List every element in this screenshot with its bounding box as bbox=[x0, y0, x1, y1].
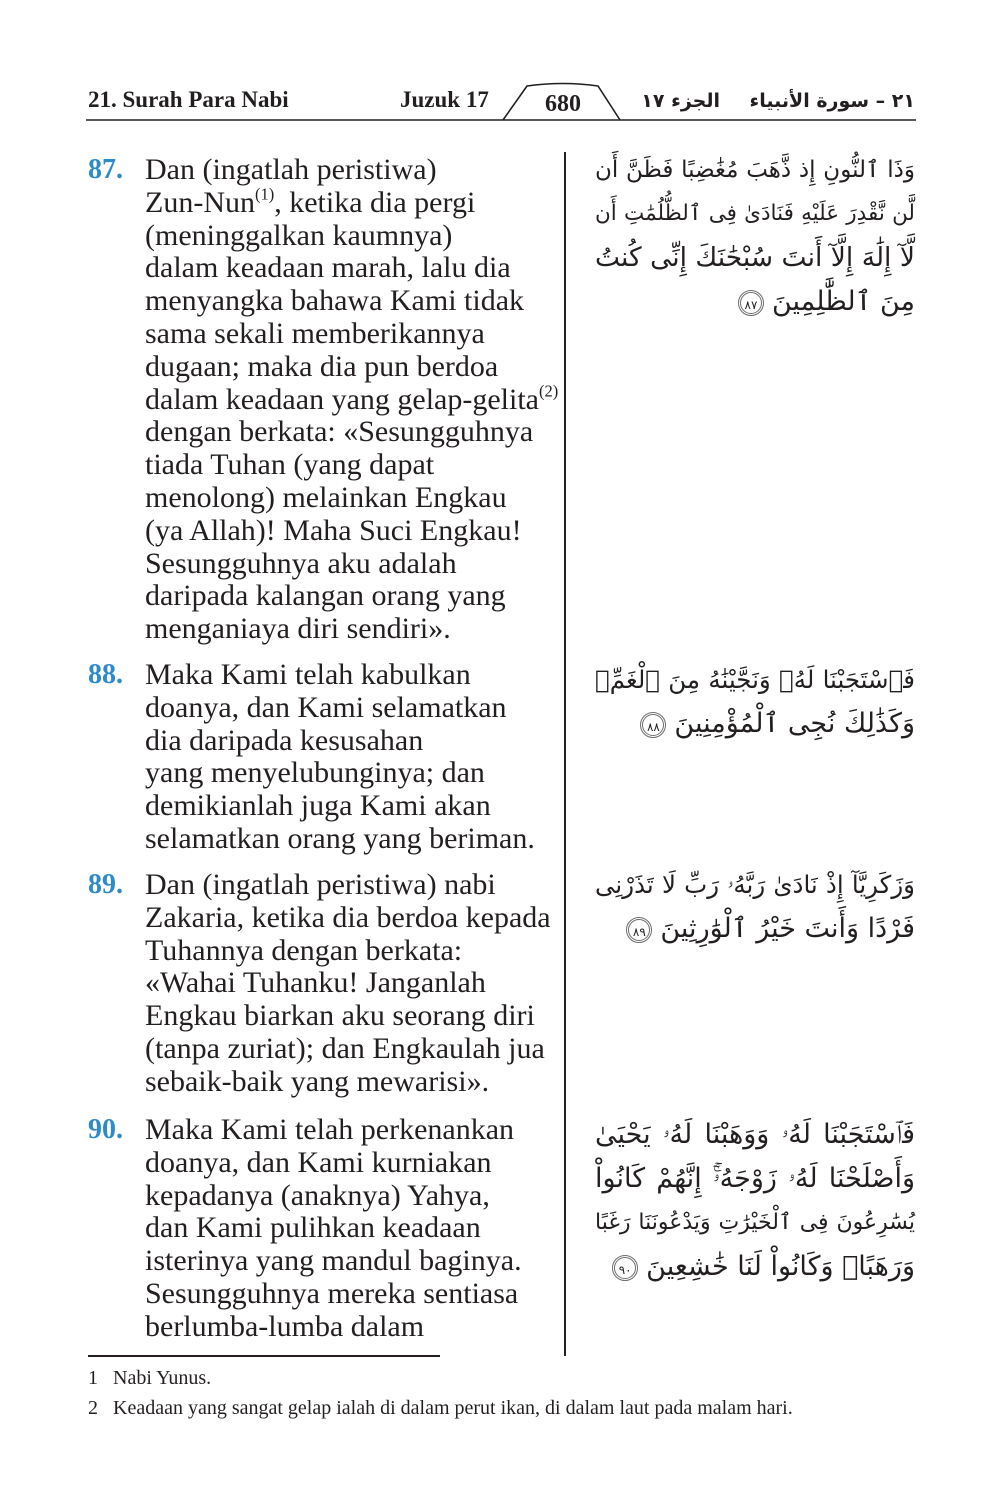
ayah-end-marker-icon: ٩٠ bbox=[612, 1255, 638, 1281]
footnote-rule bbox=[88, 1355, 440, 1357]
arabic-line-content bbox=[595, 1119, 915, 1150]
translation-line: daripada kalangan orang yang bbox=[145, 579, 506, 613]
translation-segment: dalam keadaan yang gelap-gelita bbox=[145, 382, 539, 416]
running-title: 21. Surah Para Nabi bbox=[88, 87, 289, 112]
arabic-line-content bbox=[595, 1210, 915, 1235]
arabic-line-content bbox=[595, 1163, 915, 1194]
arabic-line bbox=[595, 863, 915, 907]
translation-segment: Zun-Nun bbox=[145, 185, 255, 219]
arabic-line-content bbox=[595, 870, 915, 899]
arabic-juz-label: الجزء ١٧ bbox=[641, 90, 720, 112]
translation-line: Engkau biarkan aku seorang diri bbox=[145, 999, 535, 1033]
translation-line: tiada Tuhan (yang dapat bbox=[145, 448, 435, 482]
translation-line: doanya, dan Kami selamatkan bbox=[145, 690, 507, 724]
translation-line: sebaik-baik yang mewarisi». bbox=[145, 1064, 490, 1098]
arabic-line bbox=[595, 1245, 915, 1289]
translation-line: kepadanya (anaknya) Yahya, bbox=[145, 1178, 490, 1212]
translation-line: dengan berkata: «Sesungguhnya bbox=[145, 415, 534, 449]
translation-line: Dan (ingatlah peristiwa) bbox=[145, 153, 437, 186]
translation-line: Sesungguhnya aku adalah bbox=[145, 546, 457, 580]
translation-line: yang menyelubunginya; dan bbox=[145, 756, 485, 790]
verse-text bbox=[145, 659, 560, 856]
verse-text bbox=[145, 154, 560, 646]
verse-text bbox=[145, 869, 560, 1099]
translation-line: Sesungguhnya mereka sentiasa bbox=[145, 1276, 519, 1310]
translation-line: (tanpa zuriat); dan Engkaulah jua bbox=[145, 1031, 545, 1065]
translation-line: dalam keadaan marah, lalu dia bbox=[145, 251, 511, 285]
arabic-line bbox=[595, 148, 915, 192]
footnote-reference: (1) bbox=[254, 184, 275, 204]
verse-arabic-90 bbox=[595, 1113, 915, 1289]
verse-arabic-88 bbox=[595, 658, 915, 746]
arabic-text: وَأَصْلَحْنَا لَهُۥ زَوْجَهُۥٓۚ إِنَّهُمْ كَانُواْ bbox=[595, 1163, 915, 1194]
verse-translation-88 bbox=[88, 659, 560, 856]
arabic-text: وَرَهَبًاۖ وَكَانُواْ لَنَا خَٰشِعِينَ bbox=[646, 1251, 915, 1282]
translation-line: (ya Allah)! Maha Suci Engkau! bbox=[145, 513, 522, 547]
translation-line: berlumba-lumba dalam bbox=[145, 1309, 425, 1343]
arabic-text: فَٱسْتَجَبْنَا لَهُۥ وَوَهَبْنَا لَهُۥ يَحْيَىٰ bbox=[595, 1119, 915, 1150]
verse-arabic-87 bbox=[595, 148, 915, 324]
translation-segment: , ketika dia pergi bbox=[274, 185, 476, 219]
footnote-text: Nabi Yunus. bbox=[113, 1367, 212, 1389]
arabic-line bbox=[595, 658, 915, 702]
verse-number: 89. bbox=[88, 869, 123, 900]
arabic-text: فَٱسْتَجَبْنَا لَهُۥ وَنَجَّيْنَٰهُ مِنَ ٱلْغَمِّۚ bbox=[595, 665, 915, 694]
arabic-line bbox=[595, 702, 915, 746]
footnote-1 bbox=[88, 1363, 211, 1393]
arabic-text: وَكَذَٰلِكَ نُجِى ٱلْمُؤْمِنِينَ bbox=[674, 708, 915, 739]
verse-number: 90. bbox=[88, 1114, 123, 1145]
translation-line: Maka Kami telah kabulkan bbox=[145, 658, 471, 691]
translation-line bbox=[145, 184, 560, 220]
arabic-line-content bbox=[595, 201, 915, 226]
arabic-line bbox=[595, 1201, 915, 1245]
arabic-line-content bbox=[595, 157, 915, 183]
translation-line: dia daripada kesusahan bbox=[145, 723, 424, 757]
arabic-line bbox=[595, 1157, 915, 1201]
translation-line: menolong) melainkan Engkau bbox=[145, 480, 507, 514]
ayah-end-marker-icon: ٨٩ bbox=[626, 917, 652, 943]
translation-line: selamatkan orang yang beriman. bbox=[145, 821, 535, 855]
arabic-surah-title: ٢١ – سورة الأنبياء bbox=[749, 90, 915, 112]
footnote-number: 2 bbox=[88, 1397, 98, 1419]
column-divider bbox=[564, 152, 566, 1356]
arabic-line-content bbox=[595, 242, 915, 273]
verse-translation-87 bbox=[88, 154, 560, 646]
arabic-line-content bbox=[640, 708, 915, 739]
arabic-text: مِنَ ٱلظَّٰلِمِينَ bbox=[771, 286, 915, 317]
translation-line: Dan (ingatlah peristiwa) nabi bbox=[145, 868, 496, 901]
arabic-line bbox=[595, 907, 915, 951]
juz-label: Juzuk 17 bbox=[400, 87, 489, 112]
arabic-text: لَّن نَّقْدِرَ عَلَيْهِ فَنَادَىٰ فِى ٱلظُّلُمَٰتِ أَن bbox=[595, 201, 915, 226]
arabic-line-content bbox=[612, 1251, 915, 1282]
verse-text bbox=[145, 1114, 560, 1344]
translation-line: sama sekali memberikannya bbox=[145, 316, 485, 350]
footnote-2 bbox=[88, 1393, 793, 1423]
translation-line: (meninggalkan kaumnya) bbox=[145, 218, 453, 252]
translation-line: doanya, dan Kami kurniakan bbox=[145, 1145, 492, 1179]
translation-line: menganiaya diri sendiri». bbox=[145, 612, 451, 646]
translation-line: Maka Kami telah perkenankan bbox=[145, 1113, 515, 1146]
verse-number: 88. bbox=[88, 659, 123, 690]
footnote-number: 1 bbox=[88, 1367, 98, 1389]
arabic-line bbox=[595, 280, 915, 324]
footnote-reference: (2) bbox=[538, 381, 559, 401]
translation-line: Tuhannya dengan berkata: bbox=[145, 933, 463, 967]
verse-translation-89 bbox=[88, 869, 560, 1099]
translation-line: menyangka bahawa Kami tidak bbox=[145, 284, 525, 318]
verse-translation-90 bbox=[88, 1114, 560, 1344]
ayah-end-marker-icon: ٨٨ bbox=[640, 712, 666, 738]
footnote-text: Keadaan yang sangat gelap ialah di dalam perut ikan, di dalam laut pada malam hari. bbox=[113, 1397, 793, 1419]
translation-line bbox=[145, 381, 560, 417]
translation-line: «Wahai Tuhanku! Janganlah bbox=[145, 966, 486, 1000]
arabic-text: فَرْدًا وَأَنتَ خَيْرُ ٱلْوَٰرِثِينَ bbox=[660, 913, 915, 944]
arabic-line bbox=[595, 236, 915, 280]
verse-number: 87. bbox=[88, 154, 123, 185]
translation-line: Zakaria, ketika dia berdoa kepada bbox=[145, 900, 551, 934]
arabic-text: وَزَكَرِيَّآ إِذْ نَادَىٰ رَبَّهُۥ رَبِّ لَا تَذَرْنِى bbox=[595, 870, 915, 899]
arabic-line-content bbox=[626, 913, 915, 944]
arabic-text: وَذَا ٱلنُّونِ إِذ ذَّهَبَ مُغَٰضِبًا فَظَنَّ أَن bbox=[595, 157, 915, 183]
translation-line: dan Kami pulihkan keadaan bbox=[145, 1211, 481, 1245]
verse-arabic-89 bbox=[595, 863, 915, 951]
arabic-line bbox=[595, 1113, 915, 1157]
page-number: 680 bbox=[545, 91, 581, 117]
arabic-text: لَّآ إِلَٰهَ إِلَّآ أَنتَ سُبْحَٰنَكَ إِنِّى كُنتُ bbox=[595, 242, 915, 273]
arabic-line-content bbox=[595, 665, 915, 694]
ayah-end-marker-icon: ٨٧ bbox=[738, 290, 764, 316]
arabic-text: يُسَٰرِعُونَ فِى ٱلْخَيْرَٰتِ وَيَدْعُونَنَا رَغَبًا bbox=[595, 1210, 915, 1235]
arabic-line bbox=[595, 192, 915, 236]
translation-line: demikianlah juga Kami akan bbox=[145, 789, 491, 823]
arabic-line-content bbox=[738, 286, 915, 317]
translation-line: isterinya yang mandul baginya. bbox=[145, 1244, 522, 1278]
translation-line: dugaan; maka dia pun berdoa bbox=[145, 349, 499, 383]
